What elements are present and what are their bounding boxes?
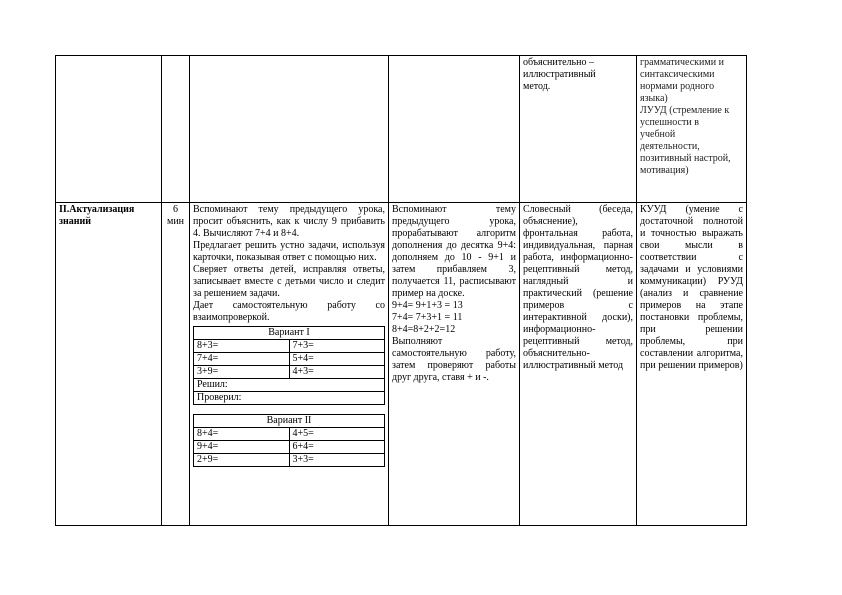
- variant-1-example: 7+4=: [194, 353, 290, 366]
- methods-line: метод.: [523, 81, 551, 92]
- uud-cell: КУУД (умение с достаточной полнотой и точностью выражать свои мысли в соответствии с задачами и условиями коммуникации) РУУД (анализ и сравнение примеров на этапе постановки проблемы, при решении проблемы, при составлении алгоритма, при решении примеров): [637, 203, 747, 526]
- variant-1-example: 7+3=: [289, 340, 385, 353]
- students-paragraph: Выполняют самостоятельную работу, затем проверяют работы друг друга, ставя + и -.: [392, 336, 516, 383]
- methods-cell-top: [520, 56, 637, 203]
- students-paragraph: Вспоминают тему предыдущего урока, прорабатывают алгоритм дополнения до десятка 9+4: дополняем до 10 - 9+1 и затем прибавляем 3, получается 11, расписывают пример на доске.: [392, 204, 516, 299]
- variant-1-example: 8+3=: [194, 340, 290, 353]
- variant-1-checked: Проверил:: [194, 392, 385, 405]
- variant-1-card: [193, 326, 385, 405]
- variant-1-example: 3+9=: [194, 366, 290, 379]
- variant-1-title: Вариант I: [194, 327, 385, 340]
- uud-line: грамматическими и: [640, 57, 724, 68]
- methods-line: объяснительно –: [523, 57, 594, 68]
- table-row-actualization: [56, 203, 747, 526]
- variant-2-example: 6+4=: [289, 441, 385, 454]
- uud-line: нормами родного: [640, 81, 715, 92]
- stage-time: 6 мин: [162, 203, 190, 526]
- variant-1-example: 4+3=: [289, 366, 385, 379]
- uud-line: языка): [640, 93, 668, 104]
- uud-line: синтаксическими: [640, 69, 715, 80]
- teacher-paragraph: Предлагает решить устно задачи, используя карточки, показывая ответ с помощью них.: [193, 240, 385, 263]
- teacher-paragraph: Дает самостоятельную работу со взаимопроверкой.: [193, 300, 385, 323]
- methods-line: иллюстративный: [523, 69, 596, 80]
- variant-2-example: 3+3=: [289, 454, 385, 467]
- stage-name: II.Актуализация знаний: [56, 203, 162, 526]
- lesson-plan-table: [55, 55, 747, 526]
- students-equation: 9+4= 9+1+3 = 13: [392, 300, 463, 311]
- methods-cell: Словесный (беседа, объяснение), фронтальная работа, индивидуальная, парная работа, информационно-рецептивный метод, наглядный и практический (решение примеров с интерактивной доски), информационно-рецептивный метод, объяснительно-иллюстративный метод: [520, 203, 637, 526]
- uud-line: ЛУУД (стремление к: [640, 105, 730, 116]
- uud-line: позитивный настрой,: [640, 153, 731, 164]
- uud-line: учебной: [640, 129, 676, 140]
- uud-line: успешности в: [640, 117, 699, 128]
- variant-2-title: Вариант II: [194, 415, 385, 428]
- students-equation: 8+4=8+2+2=12: [392, 324, 456, 335]
- uud-cell-top: [637, 56, 747, 203]
- students-equation: 7+4= 7+3+1 = 11: [392, 312, 463, 323]
- students-activity-cell: [389, 203, 520, 526]
- variant-2-example: 4+5=: [289, 428, 385, 441]
- variant-2-card: [193, 414, 385, 467]
- variant-2-example: 9+4=: [194, 441, 290, 454]
- teacher-cell-empty: [190, 56, 389, 203]
- variant-2-example: 8+4=: [194, 428, 290, 441]
- variant-1-example: 5+4=: [289, 353, 385, 366]
- teacher-activity-cell: [190, 203, 389, 526]
- students-cell-empty: [389, 56, 520, 203]
- teacher-paragraph: Сверяет ответы детей, исправляя ответы, записывает вместе с детьми число и следит за решением задачи.: [193, 264, 385, 299]
- stage-cell-empty: [56, 56, 162, 203]
- variant-1-solved: Решил:: [194, 379, 385, 392]
- variant-2-example: 2+9=: [194, 454, 290, 467]
- table-row-continuation: [56, 56, 747, 203]
- time-cell-empty: [162, 56, 190, 203]
- uud-line: мотивация): [640, 165, 689, 176]
- uud-line: деятельности,: [640, 141, 700, 152]
- teacher-paragraph: Вспоминают тему предыдущего урока, просит объяснить, как к числу 9 прибавить 4. Вычисляют 7+4 и 8+4.: [193, 204, 385, 239]
